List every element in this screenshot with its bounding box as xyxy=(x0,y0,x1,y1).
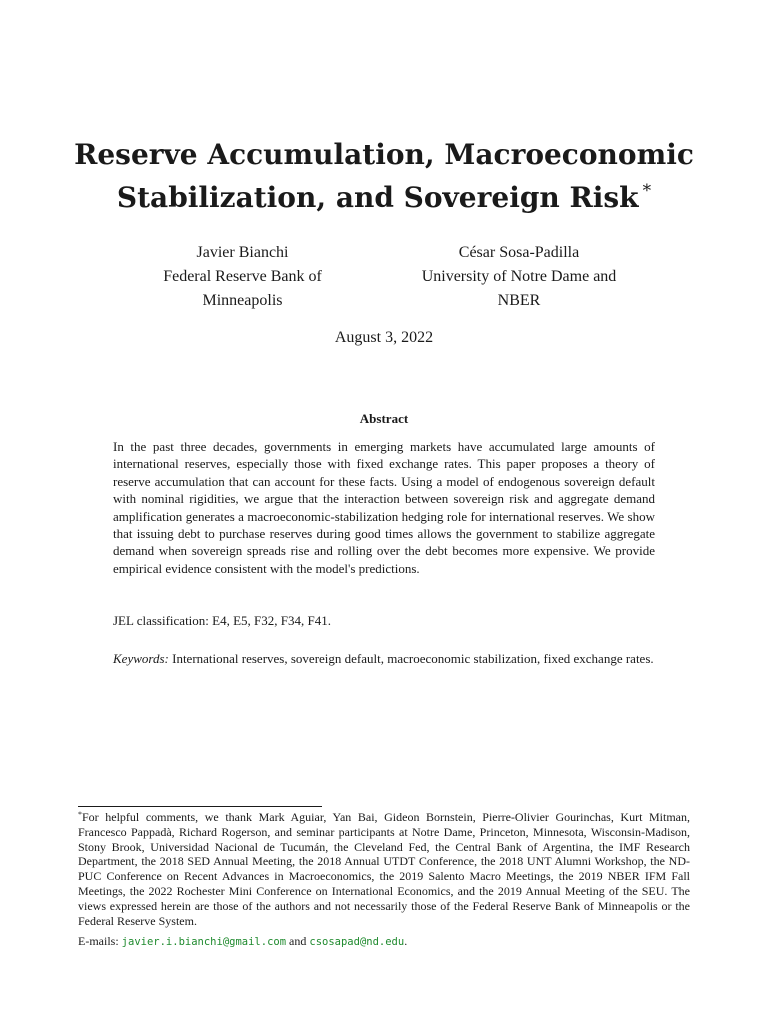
paper-title xyxy=(60,136,708,216)
email-link-bianchi[interactable]: javier.i.bianchi@gmail.com xyxy=(121,936,287,948)
author-block-1 xyxy=(130,241,355,313)
emails-label: E-mails: xyxy=(78,934,119,948)
abstract-text: In the past three decades, governments in emerging markets have accumulated large amounts of international reserves, especially those with fixed exchange rates. This paper proposes a theory of reserve accumulation that can account for these facts. Using a model of endogenous sovereign default with nominal rigidities, we argue that the interaction between sovereign risk and aggregate demand amplification generates a macroeconomic-stabilization hedging role for international reserves. We show that issuing debt to purchase reserves during good times allows the government to stabilize aggregate demand when sovereign spreads rise and rolling over the debt becomes more expensive. We provide empirical evidence consistent with the model's predictions. xyxy=(113,439,655,576)
author-affiliation: Federal Reserve Bank of Minneapolis xyxy=(163,268,322,309)
keywords-label: Keywords: xyxy=(113,651,169,666)
footnote-divider xyxy=(78,806,322,807)
emails-and: and xyxy=(289,934,307,948)
footnote-marker: * xyxy=(78,810,82,819)
emails-end: . xyxy=(404,934,408,948)
author-block-2 xyxy=(400,241,638,313)
title-text: Reserve Accumulation, Macroeconomic Stabilization, and Sovereign Risk xyxy=(74,138,694,214)
author-name: César Sosa-Padilla xyxy=(458,244,580,261)
author-name: Javier Bianchi xyxy=(196,244,289,261)
abstract-heading: Abstract xyxy=(359,411,409,426)
keywords xyxy=(113,650,655,668)
acknowledgements-footnote xyxy=(78,808,690,928)
jel-classification: JEL classification: E4, E5, F32, F34, F41. xyxy=(113,613,331,628)
email-link-sosa-padilla[interactable]: csosapad@nd.edu xyxy=(309,936,405,948)
footnote-text: For helpful comments, we thank Mark Aguiar, Yan Bai, Gideon Bornstein, Pierre-Olivier Gourinchas, Kurt Mitman, Francesco Pappadà, Richard Rogerson, and seminar participants at Notre Dame, Princeton, Minnesota, Wisconsin-Madison, Stony Brook, Universidad Nacional de Tucumán, the Cleveland Fed, the Central Bank of Argentina, the IMF Research Department, the 2018 SED Annual Meeting, the 2018 Annual UTDT Conference, the 2018 UNT Alumni Workshop, the ND-PUC Conference on Recent Advances in Macroeconomics, the 2019 Salento Macro Meetings, the 2019 NBER IFM Fall Meetings, the 2022 Rochester Mini Conference on International Economics, and the 2019 Annual Meeting of the SEU. The views expressed herein are those of the authors and not necessarily those of the Federal Reserve Bank of Minneapolis or the Federal Reserve System. xyxy=(78,810,690,928)
keywords-text: International reserves, sovereign default, macroeconomic stabilization, fixed exchange rates. xyxy=(172,651,654,666)
title-footnote-marker: * xyxy=(642,181,652,201)
author-affiliation: University of Notre Dame and NBER xyxy=(421,268,617,309)
paper-date: August 3, 2022 xyxy=(334,329,434,346)
author-emails xyxy=(78,934,690,950)
